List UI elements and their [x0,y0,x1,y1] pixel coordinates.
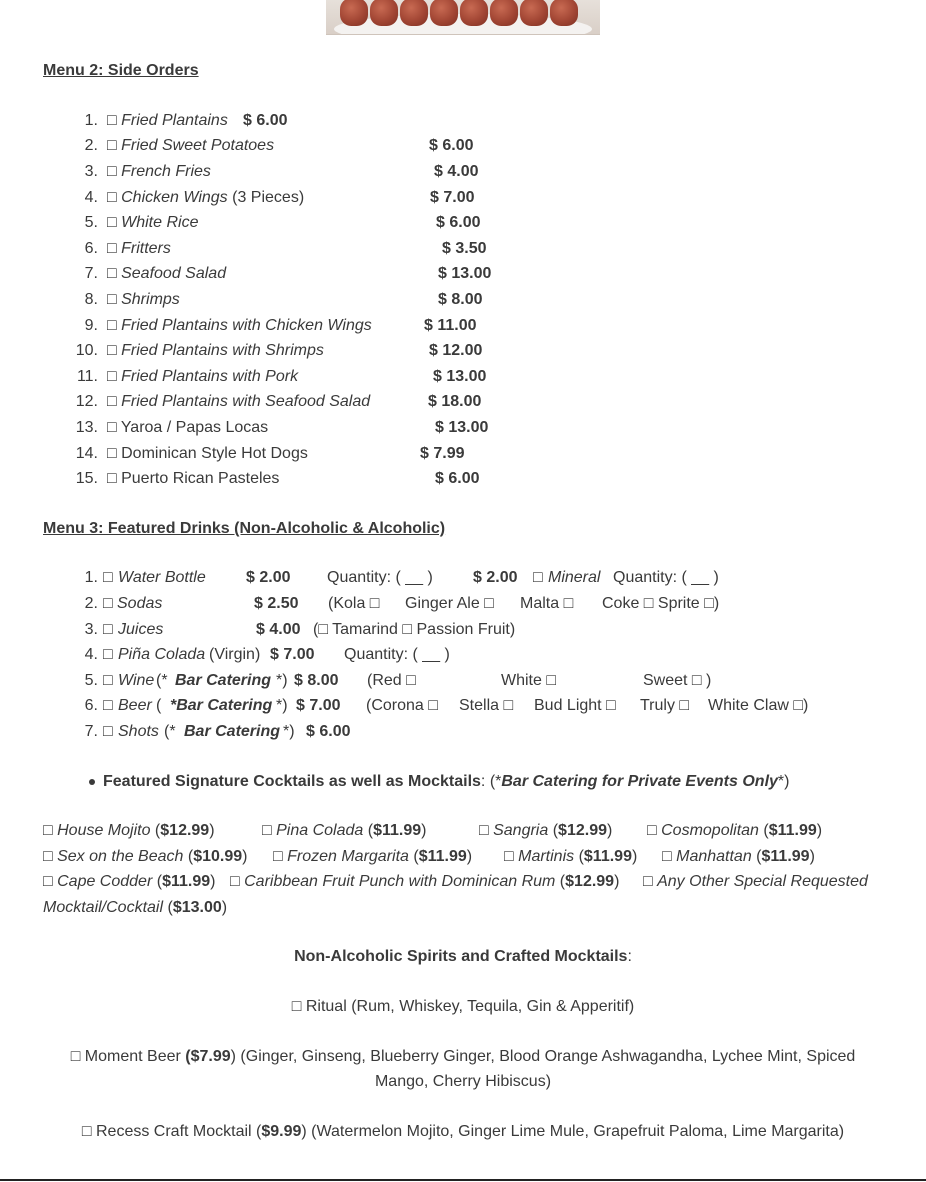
recess-label: □ Recess Craft Mocktail ( [81,1123,262,1140]
drink-text: (Corona □ [366,697,438,714]
item-name: □ Fried Plantains with Chicken Wings [107,317,372,334]
item-price: $ 18.00 [428,393,482,410]
cocktail-name: Manhattan [676,848,752,865]
recess-flavors: ) (Watermelon Mojito, Ginger Lime Mule, Grapefruit Paloma, Lime Margarita) [301,1123,845,1140]
drink-text: $ 7.00 [270,646,315,663]
item-price: $ 4.00 [434,163,479,180]
drink-text: □ [533,569,543,586]
item-price: $ 6.00 [429,137,474,154]
drink-text: ( [156,697,162,714]
item-price: $ 6.00 [435,470,480,487]
drink-text: Stella □ [459,697,514,714]
item-name: □ Dominican Style Hot Dogs [107,445,308,462]
item-number: 13. [75,419,98,436]
drink-text: Truly □ [640,697,690,714]
cocktail-option[interactable] [662,847,815,867]
drink-text: $ 4.00 [256,621,301,638]
item-name: □ Fritters [107,240,171,257]
paren: ( [163,899,173,916]
cocktail-option[interactable] [504,847,637,867]
paren: ( [574,848,584,865]
featured-label: Featured Signature Cocktails as well as Mocktails [103,773,481,790]
drink-text: (Virgin) [209,646,261,663]
drink-text: Quantity: ( __ ) [613,569,719,586]
drink-text: Water Bottle [118,569,206,586]
item-number: 14. [75,445,98,462]
featured-cocktails-line [103,772,789,792]
side-order-item[interactable] [107,239,171,259]
side-order-item[interactable] [107,316,372,336]
cocktail-name: Sangria [493,822,549,839]
featured-mid: : (* [480,773,502,790]
drink-text: *) [276,697,288,714]
paren: ( [363,822,374,839]
item-price: $ 3.50 [442,240,487,257]
item-number: 12. [75,393,98,410]
fritter [520,0,548,26]
recess-price: $9.99 [261,1123,302,1140]
non-alcoholic-heading-line [0,944,926,969]
cocktail-price: $12.99 [565,873,615,890]
drink-text: $ 7.00 [296,697,341,714]
item-name: □ Shrimps [107,291,180,308]
paren: ) [631,848,638,865]
moment-beer-flavors-cont: Mango, Cherry Hibiscus) [374,1073,552,1090]
drink-text: Ginger Ale □ [405,595,494,612]
item-number: 6. [84,697,98,714]
cocktail-option[interactable] [230,872,619,892]
item-price: $ 13.00 [435,419,489,436]
drink-text: Quantity: ( __ ) [344,646,450,663]
paren: ( [758,822,769,839]
item-price: $ 7.00 [430,189,475,206]
fritter [550,0,578,26]
item-number: 7. [84,265,98,282]
drink-text: Malta □ [520,595,574,612]
paren: ) [606,822,613,839]
checkbox-glyph: □ [479,822,494,839]
item-number: 7. [84,723,98,740]
drink-text: Mineral [548,569,601,586]
moment-beer-label: □ Moment Beer [70,1048,186,1065]
side-order-item[interactable] [107,188,304,208]
cocktail-price: $11.99 [162,873,211,890]
side-order-item[interactable] [107,162,211,182]
cocktail-name: Any Other Special Requested [657,873,868,890]
checkbox-glyph: □ [504,848,519,865]
side-order-item[interactable] [107,418,268,438]
drink-text: Juices [118,621,164,638]
cocktail-price: $11.99 [373,822,422,839]
drink-text: $ 2.00 [246,569,291,586]
cocktail-option[interactable] [43,872,215,892]
side-order-item[interactable] [107,136,274,156]
paren: ( [548,822,559,839]
bullet-dot [89,779,95,785]
recess-mocktail-option[interactable] [0,1119,926,1144]
fritter [370,0,398,26]
drink-text: *) [276,672,288,689]
side-order-item[interactable] [107,290,180,310]
item-price: $ 11.00 [424,317,477,334]
item-price: $ 6.00 [436,214,481,231]
item-number: 1. [84,112,98,129]
moment-beer-flavors: ) (Ginger, Ginseng, Blueberry Ginger, Blood Orange Ashwagandha, Lychee Mint, Spiced [230,1048,856,1065]
item-name: □ Fried Plantains [107,112,228,129]
side-order-item[interactable] [107,469,279,489]
item-price: $ 7.99 [420,445,465,462]
checkbox-glyph: □ [262,822,277,839]
paren: ) [209,822,215,839]
item-name: □ Yaroa / Papas Locas [107,419,269,436]
drink-text: Wine [118,672,155,689]
cocktail-name: Mocktail/Cocktail [43,899,164,916]
drink-text: Bar Catering [184,723,281,740]
side-order-item[interactable] [107,367,298,387]
cocktail-option[interactable] [262,821,426,841]
drink-text: Sweet □ ) [643,672,712,689]
cocktail-price: $11.99 [768,822,817,839]
cocktail-price: $12.99 [558,822,607,839]
menu2-heading: Menu 2: Side Orders [43,62,199,79]
item-price: $ 8.00 [438,291,483,308]
paren: ) [221,899,228,916]
fritter [460,0,488,26]
menu3-heading: Menu 3: Featured Drinks (Non-Alcoholic & Alcoholic) [43,520,446,537]
drink-text: $ 6.00 [306,723,351,740]
cocktail-name: Frozen Margarita [287,848,409,865]
ritual-option[interactable]: □ Ritual (Rum, Whiskey, Tequila, Gin & Apperitif) [291,998,635,1015]
item-number: 2. [84,595,98,612]
item-price: $ 13.00 [433,368,487,385]
drink-text: $ 2.50 [254,595,299,612]
item-name: □ Fried Plantains with Seafood Salad [107,393,371,410]
paren: ( [150,822,161,839]
item-number: 9. [84,317,98,334]
drink-text: (* [156,672,168,689]
cocktail-price: $10.99 [193,848,243,865]
item-price: $ 13.00 [438,265,492,282]
item-name: □ French Fries [107,163,211,180]
cocktail-name: Sex on the Beach [57,848,184,865]
item-name: □ Puerto Rican Pasteles [107,470,280,487]
cocktail-name: Cosmopolitan [661,822,759,839]
drink-text: Quantity: ( __ ) [327,569,433,586]
item-number: 4. [84,646,98,663]
checkbox-glyph: □ [43,822,58,839]
page-bottom-rule [0,1179,926,1181]
cocktail-price: $11.99 [583,848,632,865]
drink-text: Beer [118,697,152,714]
drink-text: Sodas [117,595,163,612]
item-name: □ Fried Plantains with Shrimps [107,342,324,359]
drink-text: Shots [118,723,159,740]
checkbox-glyph: □ [273,848,288,865]
cocktail-option[interactable] [647,821,822,841]
side-order-item[interactable] [107,341,324,361]
drink-text: *) [283,723,295,740]
cocktail-option[interactable] [479,821,612,841]
cocktail-price: $13.00 [172,899,222,916]
featured-end: *) [777,773,790,790]
item-number: 2. [84,137,98,154]
checkbox-glyph: □ [230,873,245,890]
paren: ( [183,848,194,865]
checkbox-glyph: □ [643,873,658,890]
drink-text: (□ Tamarind □ Passion Fruit) [313,621,516,638]
checkbox-glyph: □ [662,848,677,865]
cocktail-name: Cape Codder [57,873,153,890]
item-detail: (3 Pieces) [227,189,305,206]
fritter [490,0,518,26]
cocktail-option[interactable] [643,872,868,892]
drink-text: (* [164,723,176,740]
checkbox-glyph: □ [647,822,662,839]
drink-text: *Bar Catering [170,697,273,714]
drink-text[interactable]: □ [103,621,113,638]
paren: ) [809,848,815,865]
paren: ) [242,848,248,865]
cocktail-price: $11.99 [418,848,467,865]
moment-beer-price: ($7.99 [185,1048,231,1065]
item-number: 11. [76,368,98,385]
cocktail-option[interactable] [43,821,215,841]
item-number: 5. [84,672,98,689]
fritter [340,0,368,26]
paren: ) [816,822,823,839]
side-order-item[interactable] [107,264,226,284]
checkbox-glyph: □ [43,873,58,890]
side-order-item[interactable] [107,444,308,464]
drink-text[interactable]: □ [103,723,113,740]
paren: ( [152,873,163,890]
paren: ( [555,873,566,890]
moment-beer-option[interactable] [0,1044,926,1069]
checkbox-glyph: □ [43,848,58,865]
item-name: □ Fried Plantains with Pork [107,368,299,385]
drink-text: Bar Catering [175,672,272,689]
drink-text: Coke □ Sprite □) [602,595,720,612]
cocktail-option[interactable] [43,898,227,918]
item-price: $ 6.00 [243,112,288,129]
drink-text[interactable]: □ [103,595,113,612]
item-number: 6. [84,240,98,257]
item-number: 15. [75,470,98,487]
cocktail-price: $11.99 [761,848,810,865]
drink-text: (Red □ [367,672,416,689]
fritter [400,0,428,26]
item-name: □ White Rice [107,214,199,231]
drink-text: Piña Colada [118,646,206,663]
drink-text[interactable]: □ [103,569,113,586]
drink-text[interactable]: □ [103,672,113,689]
drink-text: (Kola □ [328,595,380,612]
side-order-item[interactable] [107,111,228,131]
paren: ) [421,822,427,839]
fritter [430,0,458,26]
paren: ) [466,848,473,865]
paren: ( [751,848,762,865]
item-price: $ 12.00 [429,342,483,359]
drink-text: $ 2.00 [473,569,518,586]
cocktail-price: $12.99 [160,822,210,839]
drink-text: $ 8.00 [294,672,339,689]
drink-text: Bud Light □ [534,697,616,714]
item-name: □ Chicken Wings [107,189,228,206]
featured-note: Bar Catering for Private Events Only [501,773,778,790]
cocktail-name: House Mojito [57,822,151,839]
paren: ) [210,873,216,890]
cocktail-name: Martinis [518,848,575,865]
drink-text[interactable]: □ [103,697,113,714]
item-number: 5. [84,214,98,231]
item-number: 10. [75,342,98,359]
item-number: 1. [84,569,98,586]
paren: ) [614,873,620,890]
side-order-item[interactable] [107,392,370,412]
cocktail-option[interactable] [43,847,247,867]
cocktail-name: Pina Colada [276,822,364,839]
item-number: 3. [84,621,98,638]
food-photo [326,0,600,35]
drink-text: White Claw □) [708,697,809,714]
drink-text: White □ [501,672,557,689]
item-number: 4. [84,189,98,206]
item-number: 8. [84,291,98,308]
drink-text[interactable]: □ [103,646,113,663]
item-name: □ Fried Sweet Potatoes [107,137,275,154]
cocktail-option[interactable] [273,847,472,867]
cocktail-name: Caribbean Fruit Punch with Dominican Rum [244,873,556,890]
non-alcoholic-heading: Non-Alcoholic Spirits and Crafted Mocktails [294,948,628,965]
side-order-item[interactable] [107,213,198,233]
item-number: 3. [84,163,98,180]
item-name: □ Seafood Salad [107,265,227,282]
heading-colon: : [627,948,632,965]
paren: ( [408,848,419,865]
